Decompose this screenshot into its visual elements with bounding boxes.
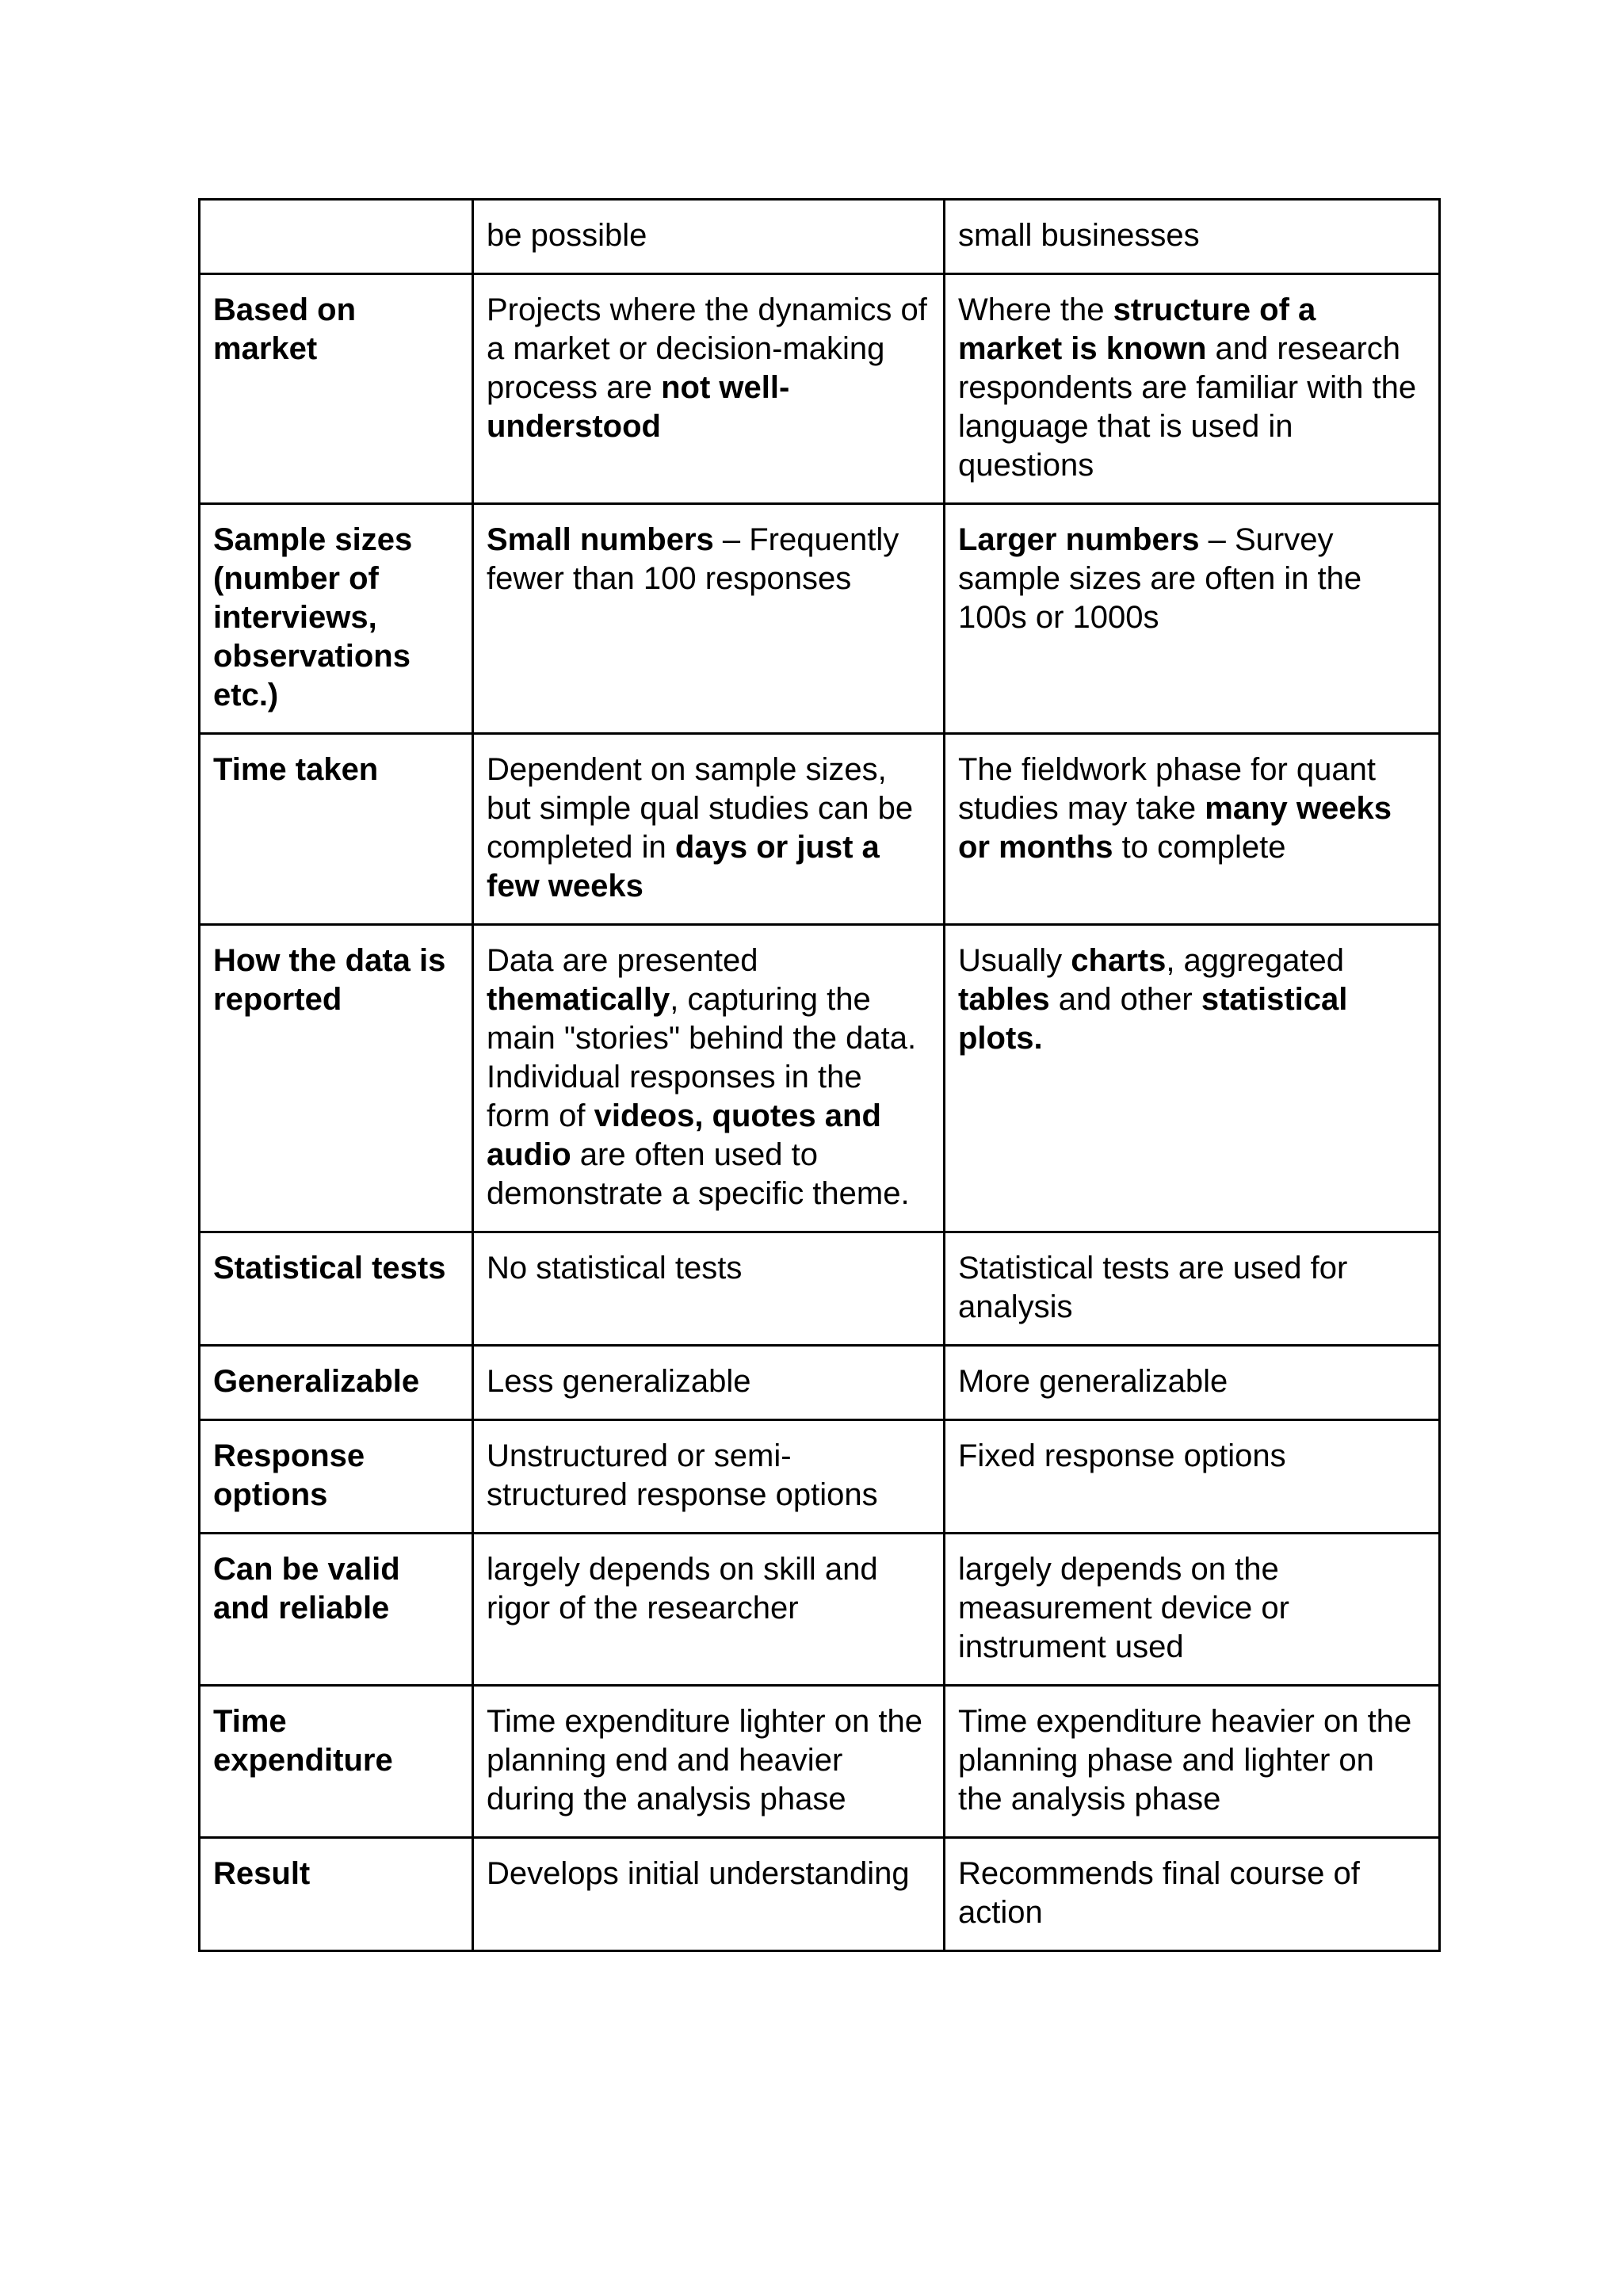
row-label-cell: Response options <box>200 1420 473 1534</box>
bold-text-segment: videos, quotes and audio <box>487 1098 881 1172</box>
bold-text-segment: structure of a market is known <box>958 292 1316 366</box>
text-segment: largely depends on the measurement device or instrument used <box>958 1552 1289 1664</box>
qualitative-cell <box>473 504 945 734</box>
quantitative-cell <box>945 1534 1440 1686</box>
text-segment: Develops initial understanding <box>487 1856 910 1891</box>
comparison-table <box>198 198 1441 1952</box>
quantitative-cell <box>945 504 1440 734</box>
table-row <box>200 504 1440 734</box>
table-row <box>200 274 1440 504</box>
row-label-cell: Time taken <box>200 734 473 925</box>
quantitative-cell <box>945 734 1440 925</box>
text-segment: are often used to demonstrate a specific theme. <box>487 1137 910 1211</box>
bold-text-segment: charts <box>1071 943 1167 978</box>
row-label-cell: Generalizable <box>200 1346 473 1420</box>
bold-text-segment: thematically <box>487 982 670 1017</box>
bold-text-segment: statistical plots. <box>958 982 1348 1056</box>
text-segment: – Frequently fewer than 100 responses <box>487 522 899 596</box>
text-segment: , capturing the main "stories" behind the data. Individual responses in the form of <box>487 982 917 1133</box>
table-row <box>200 1232 1440 1346</box>
text-segment: to complete <box>1113 830 1286 865</box>
quantitative-cell <box>945 1838 1440 1951</box>
text-segment: Unstructured or semi-structured response options <box>487 1438 878 1512</box>
text-segment: Fixed response options <box>958 1438 1286 1473</box>
bold-text-segment: Small numbers <box>487 522 714 557</box>
bold-text-segment: tables <box>958 982 1050 1017</box>
quantitative-cell <box>945 1686 1440 1838</box>
row-label-cell: Based on market <box>200 274 473 504</box>
row-label-cell: How the data is reported <box>200 925 473 1232</box>
text-segment: More generalizable <box>958 1364 1228 1399</box>
table-row <box>200 925 1440 1232</box>
row-label-cell: Time expenditure <box>200 1686 473 1838</box>
row-label-cell: Statistical tests <box>200 1232 473 1346</box>
text-segment: Recommends final course of action <box>958 1856 1360 1930</box>
text-segment: Statistical tests are used for analysis <box>958 1251 1348 1324</box>
text-segment: Projects where the dynamics of a market or decision-making process are <box>487 292 927 405</box>
text-segment: No statistical tests <box>487 1251 743 1286</box>
row-label-cell: Result <box>200 1838 473 1951</box>
text-segment: The fieldwork phase for quant studies may take <box>958 752 1376 826</box>
comparison-table-body <box>200 200 1440 1951</box>
text-segment: and other <box>1049 982 1201 1017</box>
qualitative-cell <box>473 1686 945 1838</box>
text-segment: Dependent on sample sizes, but simple qual studies can be completed in <box>487 752 914 865</box>
table-row <box>200 1686 1440 1838</box>
quantitative-cell <box>945 1346 1440 1420</box>
qualitative-cell <box>473 1420 945 1534</box>
bold-text-segment: Larger numbers <box>958 522 1200 557</box>
qualitative-cell <box>473 1534 945 1686</box>
bold-text-segment: many weeks or months <box>958 791 1392 865</box>
text-segment: largely depends on skill and rigor of the researcher <box>487 1552 878 1626</box>
qualitative-cell <box>473 1838 945 1951</box>
text-segment: Less generalizable <box>487 1364 751 1399</box>
text-segment: Where the <box>958 292 1113 327</box>
quantitative-cell <box>945 925 1440 1232</box>
quantitative-cell <box>945 274 1440 504</box>
text-segment: and research respondents are familiar with the language that is used in questions <box>958 331 1417 483</box>
qualitative-cell <box>473 1232 945 1346</box>
text-segment: – Survey sample sizes are often in the 100s or 1000s <box>958 522 1362 635</box>
text-segment: be possible <box>487 218 647 253</box>
qualitative-cell <box>473 1346 945 1420</box>
quantitative-cell <box>945 1420 1440 1534</box>
qualitative-cell <box>473 274 945 504</box>
text-segment: Data are presented <box>487 943 758 978</box>
text-segment: Time expenditure lighter on the planning end and heavier during the analysis phase <box>487 1704 922 1817</box>
table-row <box>200 1534 1440 1686</box>
text-segment: , aggregated <box>1166 943 1344 978</box>
text-segment: small businesses <box>958 218 1200 253</box>
table-row <box>200 1420 1440 1534</box>
table-row <box>200 1346 1440 1420</box>
row-label-cell: Can be valid and reliable <box>200 1534 473 1686</box>
bold-text-segment: days or just a few weeks <box>487 830 880 904</box>
table-row <box>200 734 1440 925</box>
text-segment: Time expenditure heavier on the planning phase and lighter on the analysis phase <box>958 1704 1412 1817</box>
table-row <box>200 1838 1440 1951</box>
table-row <box>200 200 1440 274</box>
quantitative-cell <box>945 1232 1440 1346</box>
row-label-cell: Sample sizes (number of interviews, observations etc.) <box>200 504 473 734</box>
quantitative-cell <box>945 200 1440 274</box>
row-label-cell <box>200 200 473 274</box>
bold-text-segment: not well-understood <box>487 370 790 444</box>
qualitative-cell <box>473 200 945 274</box>
qualitative-cell <box>473 734 945 925</box>
qualitative-cell <box>473 925 945 1232</box>
text-segment: Usually <box>958 943 1071 978</box>
